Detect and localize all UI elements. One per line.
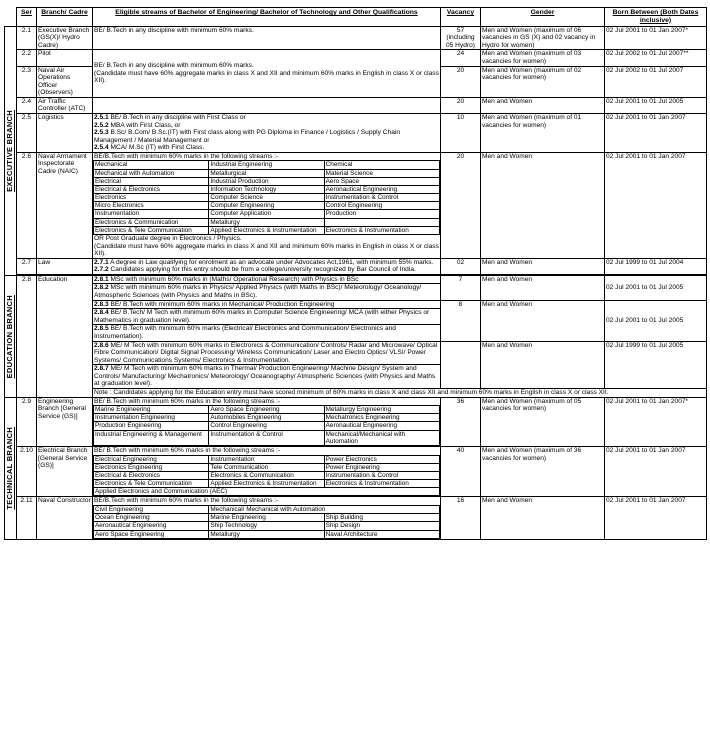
header-eligible: Eligible streams of Bachelor of Engineering/ Bachelor of Technology and Other Qualifications	[93, 8, 441, 27]
table-cell: Men and Women (maximum of 36 vacancies for women)	[481, 447, 605, 497]
table-cell: Ship Design	[324, 522, 439, 530]
table-cell: 2.8	[17, 275, 37, 397]
table-cell: 2.1	[17, 26, 37, 50]
table-cell: Aero Space	[324, 177, 439, 185]
table-cell: 2.5.3 B.Sc/ B.Com/ B.Sc.(IT) with First class along with PG Diploma in Finance / Logistics / Supply Chain Management / Material Management or	[94, 129, 400, 144]
header-vacancy: Vacancy	[441, 8, 481, 27]
table-cell: 02 Jul 2001 to 01 Jan 2007	[605, 447, 707, 497]
table-cell: 02 Jul 2002 to 01 Jul 2007**	[605, 50, 707, 66]
header-ser: Ser	[17, 8, 37, 27]
table-cell: Industrial Engineering & Management	[94, 430, 209, 445]
table-cell: Computer Science	[209, 194, 324, 202]
table-cell: Electrical	[94, 177, 209, 185]
table-cell: 2.5.4 MCA/ M.Sc (IT) with First Class.	[94, 144, 205, 152]
table-cell: 2.8.7 ME/ M Tech with minimum 60% marks in Thermal/ Production Engineering/ Machine Design/ System and Controls/ Manufacturing/ Mechatronics/ Meteorology/ Oceanography/ Atmospheric Sciences (with Physics and Maths at graduation level).	[93, 365, 441, 389]
table-cell: Metallurgy Engineering	[324, 406, 439, 414]
table-cell: Aero Space Engineering	[94, 530, 209, 538]
table-cell: BE/B.Tech with minimum 60% marks in the following streams :-	[94, 152, 279, 160]
table-cell: Ship Building	[324, 514, 439, 522]
table-cell: Control Engineering	[209, 422, 324, 430]
table-cell: 2.3	[17, 66, 37, 97]
header-branch: Branch/ Cadre	[37, 8, 93, 27]
table-cell: Production Engineering	[94, 422, 209, 430]
table-cell: Automobiles Engineering	[209, 414, 324, 422]
education-branch-label: EDUCATION BRANCH	[5, 294, 15, 378]
table-cell: Executive Branch (GS(X)/ Hydro Cadre)	[37, 26, 93, 50]
eligibility-table	[4, 7, 707, 540]
table-cell: Ocean Engineering	[94, 514, 209, 522]
table-cell: Tele Communication	[209, 463, 324, 471]
table-cell: 2.2	[17, 50, 37, 66]
table-cell: 02 Jul 2001 to 01 Jan 2007	[605, 152, 707, 258]
electrical-streams-grid	[93, 455, 440, 497]
table-cell: Education	[37, 275, 93, 397]
table-cell: 2.9	[17, 397, 37, 446]
engineering-streams-grid	[93, 405, 440, 446]
table-cell: Electrical & Electronics	[94, 471, 209, 479]
table-cell: Logistics	[37, 113, 93, 152]
table-cell: Electronics & Tele Communication	[94, 226, 209, 234]
table-row	[5, 497, 707, 539]
table-cell: Marine Engineering	[94, 406, 209, 414]
table-row	[5, 388, 707, 397]
table-cell: Metallurgical	[209, 169, 324, 177]
table-cell: Metallurgy	[209, 530, 324, 538]
table-cell: Air Traffic Controller (ATC)	[37, 97, 93, 113]
table-cell: 2.8.4 BE/ B.Tech/ M Tech with minimum 60% marks in Computer Science Engineering/ MCA (with either Physics or Mathematics in graduation level).	[93, 309, 441, 325]
table-cell: Micro Electronics	[94, 202, 209, 210]
table-cell: BE/ B.Tech in any discipline with minimum 60% marks.	[94, 62, 254, 70]
table-cell: 2.8.1 MSc with minimum 60% marks in (Maths/ Operational Research) with Physics in BSc	[93, 275, 441, 284]
table-cell: Material Science	[324, 169, 439, 177]
table-cell: 8	[441, 300, 481, 341]
table-cell: 02 Jul 2002 to 01 Jul 2007	[605, 66, 707, 97]
table-cell: 20	[441, 66, 481, 97]
table-cell: Electronics	[94, 194, 209, 202]
table-cell: 2.7.1 A degree in Law qualifying for enrolment as an advocate under Advocates Act,1961, with minimum 55% marks.	[94, 258, 434, 266]
table-cell: 20	[441, 97, 481, 113]
table-cell: Men and Women (maximum of 02 vacancies for women)	[481, 66, 605, 97]
table-row	[5, 397, 707, 446]
table-cell: Applied Electronics and Communication (AEC)	[94, 488, 440, 496]
table-row	[5, 97, 707, 113]
naval-constructor-streams-grid	[93, 505, 440, 539]
table-cell: 02 Jul 2001 to 01 Jan 2007	[605, 113, 707, 152]
table-cell: Men and Women	[481, 152, 605, 258]
table-cell: 02	[441, 258, 481, 274]
table-cell: 24	[441, 50, 481, 66]
table-cell: Men and Women	[481, 497, 605, 539]
table-cell: Instrumentation & Control	[324, 194, 439, 202]
table-cell: Law	[37, 258, 93, 274]
table-cell: Mechatronics Engineering	[324, 414, 439, 422]
table-cell: 2.5.1 BE/ B.Tech in any discipline with First Class or	[94, 113, 246, 121]
table-cell: Electronics & Instrumentation	[324, 226, 439, 234]
table-cell: Production	[324, 210, 439, 218]
table-cell: 2.8.5 BE/ B.Tech with minimum 60% marks (Electrical/ Electronics and Communication/ Electronics and Instrumentation).	[93, 325, 441, 341]
table-row	[5, 275, 707, 284]
table-cell: Pilot	[37, 50, 93, 66]
table-cell: Men and Women	[481, 97, 605, 113]
table-cell: BE/ B.Tech with minimum 60% marks in the following streams :-	[94, 397, 281, 405]
table-cell: Computer Engineering	[209, 202, 324, 210]
table-cell: Men and Women	[481, 341, 605, 388]
table-row	[5, 113, 707, 152]
table-cell: 2.5	[17, 113, 37, 152]
table-cell: Engineering Branch [General Service (GS)]	[37, 397, 93, 446]
table-cell: 10	[441, 113, 481, 152]
table-cell: Civil Engineering	[94, 506, 209, 514]
table-cell: Electrical Branch [General Service (GS)]	[37, 447, 93, 497]
executive-branch-label: EXECUTIVE BRANCH	[5, 109, 15, 192]
table-cell: 2.8.6 ME/ M Tech with minimum 60% marks in Electronics & Communication/ Controls/ Radar and Microwave/ Optical Fibre Communication/ Digital Signal Processing/ Wireless Communication/ Laser and Electro Optics/ VLSI/ Power Systems/ Communications Systems/ Electronics & Instrumentation.	[93, 341, 441, 365]
table-cell: Mechanical/ Mechanical with Automation	[209, 506, 440, 514]
table-cell: Instrumentation & Control	[324, 471, 439, 479]
table-cell: Instrumentation	[94, 210, 209, 218]
technical-branch-cell	[5, 397, 17, 539]
table-cell: Applied Electronics & Instrumentation	[209, 226, 324, 234]
table-cell: 02 Jul 2001 to 01 Jul 2005	[605, 97, 707, 113]
table-row	[5, 26, 707, 50]
table-row	[5, 447, 707, 497]
table-cell: Men and Women (maximum of 05 vacancies for women)	[481, 397, 605, 446]
table-cell: 2.8.3 BE/ B.Tech with minimum 60% marks in Mechanical/ Production Engineering	[93, 300, 441, 309]
table-cell: Electronics & Instrumentation	[324, 480, 439, 488]
table-cell: Aeronautical Engineering	[94, 522, 209, 530]
table-cell: Power Engineering	[324, 463, 439, 471]
table-cell	[324, 218, 439, 226]
header-row	[5, 8, 707, 27]
table-cell: Mechanical	[94, 161, 209, 169]
table-cell: 2.7	[17, 258, 37, 274]
table-cell: Aero Space Engineering	[209, 406, 324, 414]
table-cell: BE/ B.Tech in any discipline with minimum 60% marks.	[93, 26, 441, 50]
table-cell: 36	[441, 397, 481, 446]
table-cell: Naval Architecture	[324, 530, 439, 538]
table-cell: Men and Women	[481, 275, 605, 300]
table-cell: Mechanical/Mechanical with Automation	[324, 430, 439, 445]
table-cell: Naval Constructor	[37, 497, 93, 539]
table-cell: Instrumentation & Control	[209, 430, 324, 445]
header-gender: Gender	[481, 8, 605, 27]
table-cell: Power Electronics	[324, 455, 439, 463]
table-cell: Control Engineering	[324, 202, 439, 210]
table-row	[5, 50, 707, 66]
table-cell: Instrumentation Engineering	[94, 414, 209, 422]
table-cell: Ship Technology	[209, 522, 324, 530]
table-row	[5, 258, 707, 274]
table-cell: 02 Jul 2001 to 01 Jul 2005	[605, 275, 707, 300]
table-cell: Men and Women	[481, 300, 605, 341]
table-cell: Electronics & Communication	[94, 218, 209, 226]
table-cell: 40	[441, 447, 481, 497]
table-cell: Chemical	[324, 161, 439, 169]
table-cell: 2.11	[17, 497, 37, 539]
table-cell: Metallurgy	[209, 218, 324, 226]
page	[4, 3, 706, 540]
table-cell: OR Post Graduate degree in Electronics / Physics.	[94, 235, 242, 242]
table-cell: 02 Jul 2001 to 01 Jan 2007	[605, 497, 707, 539]
executive-branch-cell	[5, 26, 17, 275]
table-cell: Electrical & Electronics	[94, 185, 209, 193]
table-cell: Electronics & Tele Communication	[94, 480, 209, 488]
naic-streams-grid	[93, 160, 440, 235]
table-cell: Instrumentation	[209, 455, 324, 463]
table-cell: Applied Electronics & Instrumentation	[209, 480, 324, 488]
table-cell: 2.6	[17, 152, 37, 258]
table-cell: 02 Jul 2001 to 01 Jul 2005	[605, 300, 707, 341]
table-cell: BE/ B.Tech with minimum 60% marks in the following streams :-	[94, 447, 281, 454]
table-cell: Electrical Engineering	[94, 455, 209, 463]
table-cell: Electronics & Communication	[209, 471, 324, 479]
table-cell: 16	[441, 497, 481, 539]
table-cell: 02 Jul 2001 to 01 Jan 2007*	[605, 26, 707, 50]
table-cell: BE/B.Tech with minimum 60% marks in the following streams :-	[94, 497, 279, 505]
table-cell: 2.8.2 MSc with minimum 60% marks in Physics/ Applied Physics (with Maths in BSc)/ Meteorology/ Oceanology/ Atmospheric Sciences (with Physics and Maths in BSc).	[93, 284, 441, 300]
table-cell: 7	[441, 275, 481, 300]
table-cell: Industrial Engineering	[209, 161, 324, 169]
table-cell: (Candidate must have 60% aggregate marks in class X and XII and minimum 60% marks in English in class X or class XII).	[94, 242, 439, 258]
table-cell: 02 Jul 2001 to 01 Jan 2007*	[605, 397, 707, 446]
table-cell: Information Technology	[209, 185, 324, 193]
table-cell: 02 Jul 1999 to 01 Jul 2005	[605, 341, 707, 388]
table-cell: Electronics Engineering	[94, 463, 209, 471]
table-cell: Men and Women (maximum of 03 vacancies for women)	[481, 50, 605, 66]
table-cell: 2.4	[17, 97, 37, 113]
table-cell: Industrial Production	[209, 177, 324, 185]
table-cell: Naval Air Operations Officer (Observers)	[37, 66, 93, 97]
table-cell: 02 Jul 1999 to 01 Jul 2004	[605, 258, 707, 274]
table-cell: Note : Candidates applying for the Education entry must have scored minimum of 60% marks in class X and class XII and minimum 60% marks in English in class X or class XII.	[93, 388, 707, 397]
table-cell: Men and Women (maximum of 06 vacancies in GS (X) and 02 vacancy in Hydro for women)	[481, 26, 605, 50]
header-born: Born Between (Both Dates inclusive)	[605, 8, 707, 27]
table-row	[5, 300, 707, 309]
technical-branch-label: TECHNICAL BRANCH	[5, 426, 15, 510]
table-cell: 2.7.2 Candidates applying for this entry should be from a college/university recognized by Bar Council of India.	[94, 266, 416, 274]
table-cell: 57 (including 05 Hydro)	[441, 26, 481, 50]
table-cell: 20	[441, 152, 481, 258]
table-cell: Men and Women (maximum of 01 vacancies for women)	[481, 113, 605, 152]
table-row	[5, 152, 707, 258]
table-cell: Marine Engineering	[209, 514, 324, 522]
table-cell: Aeronautical Engineering	[324, 422, 439, 430]
table-cell: Naval Armament Inspectorate Cadre (NAIC)	[37, 152, 93, 258]
table-cell: 2.5.2 MBA with First Class, or	[94, 121, 181, 129]
table-cell: Men and Women	[481, 258, 605, 274]
table-cell: 2.10	[17, 447, 37, 497]
table-cell: (Candidate must have 60% aggregate marks in class X and XII and minimum 60% marks in English in class X or class XII).	[94, 69, 439, 85]
table-cell: Aeronautical Engineering	[324, 185, 439, 193]
table-row	[5, 341, 707, 365]
table-cell: Mechanical with Automation	[94, 169, 209, 177]
table-cell: Computer Application	[209, 210, 324, 218]
education-branch-cell	[5, 275, 17, 397]
